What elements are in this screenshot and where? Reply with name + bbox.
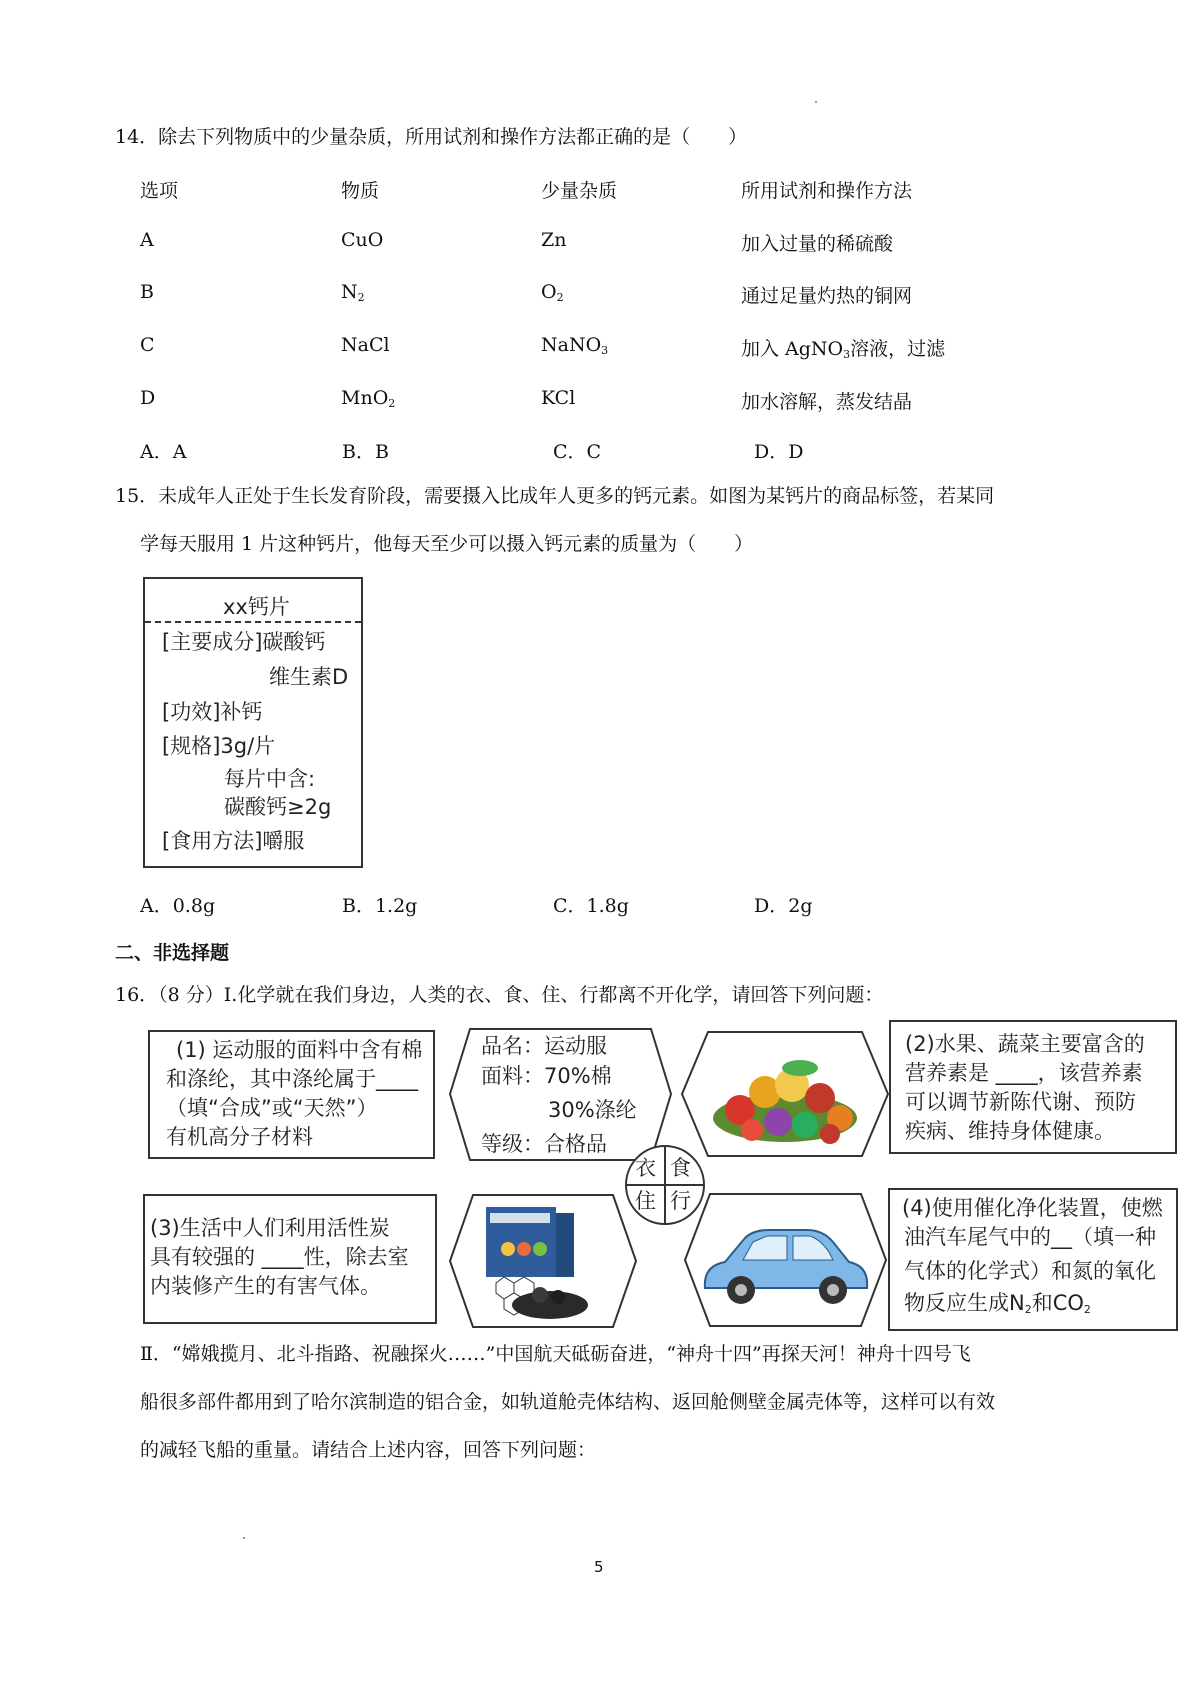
food-box-line: (2)水果、蔬菜主要富含的	[905, 1032, 1145, 1056]
q14-option-d[interactable]: D．D	[754, 441, 804, 463]
center-housing-char: 住	[635, 1189, 656, 1213]
q14-row-d-substance: MnO$_2$	[341, 387, 396, 410]
q14-row-a-method: 加入过量的稀硫酸	[741, 233, 894, 255]
clothing-label-fabric-2: 30%涤纶	[548, 1098, 637, 1122]
q14-row-c-method: 加入 AgNO$_3$溶液，过滤	[741, 338, 946, 361]
q14-row-a-impurity: Zn	[541, 229, 567, 251]
section-heading: 二、非选择题	[115, 942, 230, 964]
label-spec: [规格]3g/片	[162, 734, 276, 758]
clothing-label-fabric: 面料：70%棉	[481, 1064, 612, 1088]
calcium-tablet-label	[143, 577, 363, 868]
transport-box-line: (4)使用催化净化装置，使燃	[902, 1196, 1163, 1220]
food-box-line: 营养素是 ____，该营养素	[905, 1061, 1143, 1085]
label-divider	[145, 621, 361, 623]
q15-option-a[interactable]: A．0.8g	[140, 895, 216, 917]
food-box-line: 疾病、维持身体健康。	[905, 1119, 1115, 1143]
label-ingredient: [主要成分]碳酸钙	[162, 630, 326, 654]
label-per-tablet: 每片中含:	[224, 767, 316, 791]
clothing-box-line: (1) 运动服的面料中含有棉	[176, 1038, 423, 1062]
scan-dot	[815, 101, 817, 103]
clothing-box-line: （填“合成”或“天然”）	[166, 1096, 378, 1120]
q14-option-c[interactable]: C．C	[553, 441, 602, 463]
q14-header-impurity: 少量杂质	[541, 180, 618, 202]
q14-stem: 14．除去下列物质中的少量杂质，所用试剂和操作方法都正确的是（ ）	[115, 126, 748, 148]
q14-row-d-method: 加水溶解，蒸发结晶	[741, 391, 913, 413]
q14-row-a-option: A	[140, 229, 154, 251]
activated-carbon-hexagon	[448, 1193, 638, 1329]
scan-dot	[243, 1537, 245, 1539]
clothing-box-line: 和涤纶，其中涤纶属于____	[166, 1067, 418, 1091]
food-box-line: 可以调节新陈代谢、预防	[905, 1090, 1136, 1114]
q16-part2-line3: 的减轻飞船的重量。请结合上述内容，回答下列问题：	[140, 1439, 597, 1461]
housing-box-line: 内装修产生的有害气体。	[150, 1274, 381, 1298]
q15-stem-line1: 15．未成年人正处于生长发育阶段，需要摄入比成年人更多的钙元素。如图为某钙片的商品标签，若某同	[115, 485, 995, 507]
q14-row-b-impurity: $O_2$	[541, 281, 564, 304]
q14-row-b-option: B	[140, 281, 154, 303]
page-number: 5	[594, 1558, 604, 1576]
center-transport-char: 行	[670, 1189, 691, 1213]
center-food-char: 食	[670, 1156, 691, 1180]
q16-part2-line2: 船很多部件都用到了哈尔滨制造的铝合金，如轨道舱壳体结构、返回舱侧壁金属壳体等，这样可以有效	[140, 1391, 996, 1413]
q14-row-d-impurity: KCl	[541, 387, 576, 409]
label-usage: [食用方法]嚼服	[162, 829, 305, 853]
q14-option-a[interactable]: A．A	[140, 441, 187, 463]
q14-header-option: 选项	[140, 180, 179, 202]
housing-box-line: (3)生活中人们利用活性炭	[150, 1216, 390, 1240]
q14-row-a-substance: CuO	[341, 229, 384, 251]
center-clothing-char: 衣	[635, 1156, 656, 1180]
transport-box-line: 油汽车尾气中的__（填一种	[904, 1225, 1156, 1249]
q14-row-b-substance: $N_2$	[341, 281, 365, 304]
q16-stem: 16．（8 分）Ⅰ.化学就在我们身边，人类的衣、食、住、行都离不开化学，请回答下列问题：	[115, 984, 884, 1006]
q14-row-c-impurity: NaNO$_3$	[541, 334, 609, 357]
fruit-vegetable-hexagon	[680, 1030, 890, 1158]
food-question-box	[889, 1020, 1177, 1154]
car-hexagon	[683, 1192, 888, 1328]
label-vitamin: 维生素D	[269, 665, 349, 689]
clothing-question-box	[148, 1030, 435, 1159]
q14-row-d-option: D	[140, 387, 156, 409]
q14-row-b-method: 通过足量灼热的铜网	[741, 285, 913, 307]
clothing-box-line: 有机高分子材料	[166, 1125, 313, 1149]
q14-header-substance: 物质	[341, 180, 380, 202]
clothing-label-name: 品名：运动服	[481, 1034, 607, 1058]
q15-stem-line2: 学每天服用 1 片这种钙片，他每天至少可以摄入钙元素的质量为（ ）	[140, 533, 754, 555]
q15-option-b[interactable]: B．1.2g	[342, 895, 418, 917]
label-caco3-amount: 碳酸钙≥2g	[224, 795, 332, 819]
housing-question-box	[143, 1194, 437, 1324]
q14-row-c-option: C	[140, 334, 155, 356]
clothing-label-grade: 等级：合格品	[481, 1132, 607, 1156]
housing-box-line: 具有较强的 ____性，除去室	[150, 1245, 409, 1269]
transport-box-line: 物反应生成$N_2$和$CO_2$	[904, 1291, 1091, 1316]
q14-row-c-substance: NaCl	[341, 334, 390, 356]
label-effect: [功效]补钙	[162, 700, 263, 724]
q15-option-c[interactable]: C．1.8g	[553, 895, 629, 917]
q15-option-d[interactable]: D．2g	[754, 895, 813, 917]
q14-header-method: 所用试剂和操作方法	[741, 180, 913, 202]
transport-question-box	[888, 1188, 1178, 1331]
label-title: xx钙片	[223, 595, 290, 619]
q16-part2-line1: Ⅱ．“嫦娥揽月、北斗指路、祝融探火……”中国航天砥砺奋进，“神舟十四”再探天河！神舟十四号飞	[140, 1343, 971, 1365]
q14-option-b[interactable]: B．B	[342, 441, 389, 463]
transport-box-line: 气体的化学式）和氮的氧化	[904, 1259, 1156, 1283]
